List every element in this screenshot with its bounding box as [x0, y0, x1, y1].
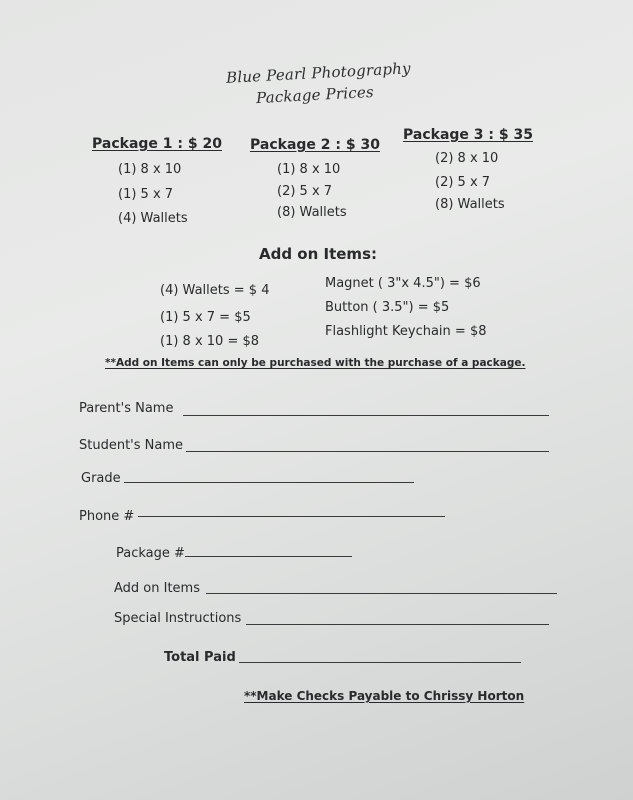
price-subtitle: Package Prices [255, 82, 375, 108]
package-number-field[interactable] [185, 556, 352, 557]
add-on-items-label: Add on Items [114, 581, 200, 596]
package-3-item: (2) 8 x 10 [435, 151, 499, 166]
add-on-note: **Add on Items can only be purchased with the purchase of a package. [105, 357, 526, 369]
add-on-item: Flashlight Keychain = $8 [325, 324, 487, 339]
package-1 [92, 136, 222, 152]
add-on-item: (1) 8 x 10 = $8 [160, 334, 260, 349]
special-instructions-label: Special Instructions [114, 611, 242, 626]
package-1-title: Package 1 : $ 20 [92, 136, 222, 152]
package-3-title: Package 3 : $ 35 [403, 127, 533, 143]
package-2-item: (1) 8 x 10 [277, 162, 341, 177]
package-2-item: (2) 5 x 7 [277, 184, 333, 199]
total-paid-label: Total Paid [164, 650, 236, 665]
parent-name-label: Parent's Name [79, 401, 174, 416]
package-3-item: (2) 5 x 7 [435, 175, 491, 190]
parent-name-field[interactable] [183, 415, 549, 416]
add-on-title: Add on Items: [259, 245, 377, 263]
package-1-item: (1) 8 x 10 [118, 162, 182, 177]
package-1-item: (1) 5 x 7 [118, 187, 174, 202]
company-title: Blue Pearl Photography [225, 59, 412, 87]
package-number-label: Package # [116, 546, 185, 561]
add-on-item: Button ( 3.5") = $5 [325, 300, 450, 315]
package-3 [403, 127, 533, 143]
add-on-item: (4) Wallets = $ 4 [160, 283, 270, 298]
package-2 [250, 137, 380, 153]
phone-label: Phone # [79, 509, 135, 524]
checks-payable-note: **Make Checks Payable to Chrissy Horton [244, 689, 525, 703]
special-instructions-field[interactable] [246, 624, 549, 625]
add-on-item: (1) 5 x 7 = $5 [160, 310, 251, 325]
student-name-label: Student's Name [79, 438, 184, 453]
package-1-item: (4) Wallets [118, 211, 188, 226]
phone-field[interactable] [138, 516, 445, 517]
add-on-item: Magnet ( 3"x 4.5") = $6 [325, 276, 481, 291]
add-on-items-field[interactable] [206, 593, 557, 594]
total-paid-field[interactable] [239, 662, 521, 663]
student-name-field[interactable] [186, 451, 549, 452]
grade-field[interactable] [124, 482, 414, 483]
grade-label: Grade [81, 471, 121, 486]
package-2-item: (8) Wallets [277, 205, 347, 220]
package-2-title: Package 2 : $ 30 [250, 137, 380, 153]
package-3-item: (8) Wallets [435, 197, 505, 212]
